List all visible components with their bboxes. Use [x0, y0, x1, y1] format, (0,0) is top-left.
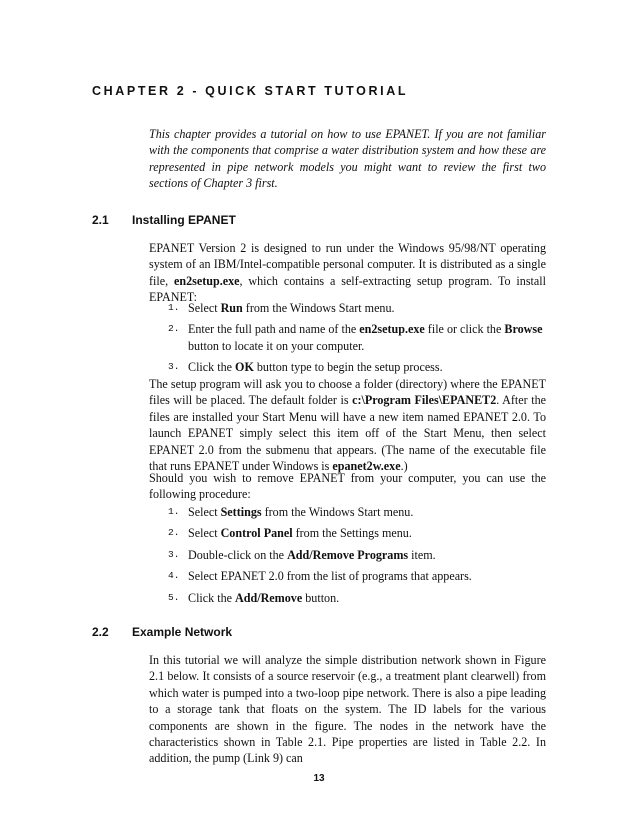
list-item: 4. Select EPANET 2.0 from the list of programs that appears. [168, 569, 472, 584]
setup-paragraph: The setup program will ask you to choose a folder (directory) where the EPANET files will be placed. The default folder is c:\Program Files\EPANET2. After the files are installed your Start Menu will have a new item named EPANET 2.0. To launch EPANET simply select this item off of the Start Menu, then select EPANET 2.0 from the submenu that appears. (The name of the executable file that runs EPANET under Windows is epanet2w.exe.) [149, 377, 546, 474]
page-number: 13 [313, 773, 325, 784]
section-heading-2-1 [92, 213, 236, 227]
section-heading-2-2 [92, 625, 232, 639]
list-item: 5. Click the Add/Remove button. [168, 590, 340, 605]
section-title: Installing EPANET [132, 213, 236, 227]
install-paragraph: EPANET Version 2 is designed to run under the Windows 95/98/NT operating system of an IBM/Intel-compatible personal computer. It is distributed as a single file, en2setup.exe, which contains a self-extracting setup program. To install EPANET: [149, 241, 546, 305]
list-item: 1. Select Settings from the Windows Start menu. [168, 505, 414, 519]
chapter-title: CHAPTER 2 - QUICK START TUTORIAL [92, 84, 409, 98]
example-network-paragraph: In this tutorial we will analyze the simple distribution network shown in Figure 2.1 below. It consists of a source reservoir (e.g., a treatment plant clearwell) from which water is pumped into a two-loop pipe network. There is also a pipe leading to a storage tank that floats on the system. The ID labels for the various components are shown in the figure. The nodes in the network have the characteristics shown in Table 2.1. Pipe properties are listed in Table 2.2. In addition, the pump (Link 9) can [149, 653, 546, 766]
install-steps-list [168, 300, 548, 381]
section-number: 2.1 [92, 213, 109, 227]
section-title: Example Network [132, 625, 233, 639]
list-item: 2. Enter the full path and name of the en2setup.exe file or click the Browse button to locate it on your computer. [168, 322, 543, 353]
list-item: 2. Select Control Panel from the Settings menu. [168, 526, 412, 541]
list-item: 3. Double-click on the Add/Remove Programs item. [168, 547, 436, 562]
list-item: 1. Select Run from the Windows Start menu. [168, 301, 395, 315]
intro-paragraph: This chapter provides a tutorial on how to use EPANET. If you are not familiar with the components that comprise a water distribution system and how these are represented in pipe network models you might want to review the first two sections of Chapter 3 first. [149, 127, 546, 191]
section-number: 2.2 [92, 625, 109, 639]
list-item: 3. Click the OK button type to begin the setup process. [168, 360, 443, 375]
remove-steps-list [168, 504, 548, 611]
remove-paragraph: Should you wish to remove EPANET from your computer, you can use the following procedure: [149, 471, 546, 502]
